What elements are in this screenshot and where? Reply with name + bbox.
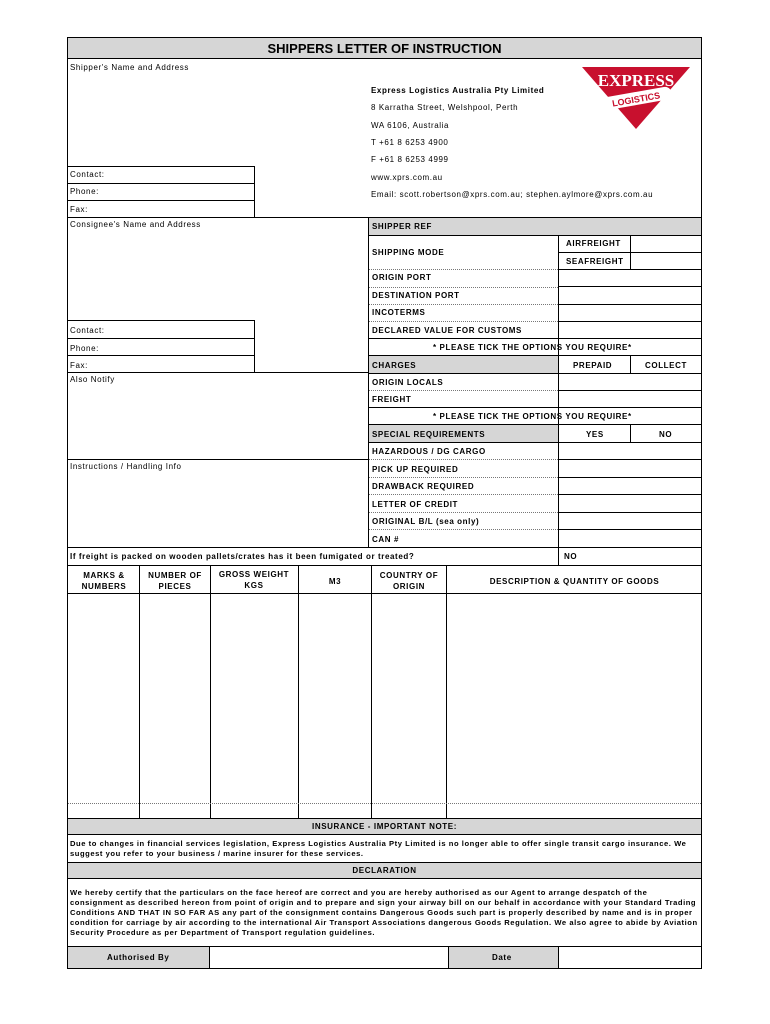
shipper-fax-label: Fax: — [70, 205, 88, 214]
shipper-contact-label: Contact: — [70, 170, 105, 179]
authorised-by-label: Authorised By — [107, 953, 170, 962]
shipping-mode-label: SHIPPING MODE — [372, 248, 445, 257]
collect-label: COLLECT — [645, 361, 687, 370]
seafreight-label: SEAFREIGHT — [566, 257, 624, 266]
goods-origin-field[interactable] — [372, 594, 445, 817]
charges-label: CHARGES — [372, 361, 417, 370]
declaration-title: DECLARATION — [352, 866, 417, 875]
seafreight-checkbox[interactable] — [631, 253, 701, 269]
company-fax: F +61 8 6253 4999 — [371, 155, 449, 164]
company-email: Email: scott.robertson@xprs.com.au; stephen.aylmore@xprs.com.au — [371, 190, 654, 199]
letter-of-credit-label: LETTER OF CREDIT — [372, 500, 459, 509]
consignee-fax-label: Fax: — [70, 361, 88, 370]
no-label: NO — [659, 430, 673, 439]
hazardous-label: HAZARDOUS / DG CARGO — [372, 447, 486, 456]
destination-port-label: DESTINATION PORT — [372, 291, 460, 300]
instructions-field[interactable] — [70, 473, 365, 545]
consignee-label: Consignee's Name and Address — [70, 220, 201, 229]
tick-note-charges: * PLEASE TICK THE OPTIONS YOU REQUIRE* — [433, 343, 632, 352]
drawback-label: DRAWBACK REQUIRED — [372, 482, 475, 491]
origin-locals-option[interactable] — [559, 374, 701, 390]
header-marks-numbers: MARKS & NUMBERS — [81, 571, 127, 591]
shipper-phone-field[interactable] — [130, 184, 253, 200]
pick-up-label: PICK UP REQUIRED — [372, 465, 459, 474]
prepaid-label: PREPAID — [573, 361, 613, 370]
company-name: Express Logistics Australia Pty Limited — [371, 86, 545, 95]
express-logistics-logo — [578, 63, 694, 131]
header-gross-weight: GROSS WEIGHT KGS — [218, 570, 290, 590]
goods-pieces-field[interactable] — [140, 594, 209, 817]
company-city: WA 6106, Australia — [371, 121, 450, 130]
fumigation-question: If freight is packed on wooden pallets/crates has it been fumigated or treated? — [70, 552, 415, 561]
also-notify-field[interactable] — [70, 386, 365, 458]
original-bl-label: ORIGINAL B/L (sea only) — [372, 517, 480, 526]
shipper-ref-label: SHIPPER REF — [372, 222, 432, 231]
original-bl-option[interactable] — [559, 513, 701, 529]
shipper-address-field[interactable] — [70, 74, 360, 164]
incoterms-label: INCOTERMS — [372, 308, 426, 317]
incoterms-field[interactable] — [559, 305, 701, 321]
header-description: DESCRIPTION & QUANTITY OF GOODS — [489, 577, 660, 586]
authorised-by-field[interactable] — [210, 947, 448, 968]
company-street: 8 Karratha Street, Welshpool, Perth — [371, 103, 519, 112]
shipper-label: Shipper's Name and Address — [70, 63, 189, 72]
shipper-contact-field[interactable] — [130, 167, 253, 183]
consignee-phone-field[interactable] — [130, 339, 253, 355]
date-label: Date — [492, 953, 512, 962]
insurance-text: Due to changes in financial services legislation, Express Logistics Australia Pty Limited is no longer able to offer single transit cargo insurance. We suggest you refer to your business / marine insurer for these services. — [70, 839, 687, 858]
can-label: CAN # — [372, 535, 400, 544]
letter-of-credit-option[interactable] — [559, 495, 701, 512]
fumigation-answer[interactable]: NO — [564, 552, 578, 561]
yes-label: YES — [586, 430, 604, 439]
origin-locals-label: ORIGIN LOCALS — [372, 378, 444, 387]
also-notify-label: Also Notify — [70, 375, 115, 384]
header-country-of-origin: COUNTRY OF ORIGIN — [379, 571, 439, 591]
airfreight-checkbox[interactable] — [631, 236, 701, 252]
consignee-fax-field[interactable] — [130, 356, 253, 372]
special-requirements-label: SPECIAL REQUIREMENTS — [372, 430, 486, 439]
goods-description-field[interactable] — [447, 594, 700, 817]
declared-value-field[interactable] — [559, 322, 701, 338]
freight-label: FREIGHT — [372, 395, 412, 404]
goods-marks-field[interactable] — [69, 594, 138, 817]
header-m3: M3 — [328, 577, 342, 586]
goods-weight-field[interactable] — [211, 594, 297, 817]
airfreight-label: AIRFREIGHT — [566, 239, 621, 248]
company-web: www.xprs.com.au — [371, 173, 443, 182]
drawback-option[interactable] — [559, 478, 701, 494]
destination-port-field[interactable] — [559, 288, 701, 304]
instructions-label: Instructions / Handling Info — [70, 462, 182, 471]
consignee-address-field[interactable] — [70, 231, 360, 319]
tick-note-special: * PLEASE TICK THE OPTIONS YOU REQUIRE* — [433, 412, 632, 421]
declared-value-label: DECLARED VALUE FOR CUSTOMS — [372, 326, 522, 335]
date-field[interactable] — [559, 947, 701, 968]
consignee-phone-label: Phone: — [70, 344, 99, 353]
header-number-of-pieces: NUMBER OF PIECES — [148, 571, 202, 591]
svg-text:LOGISTICS: LOGISTICS — [611, 90, 661, 109]
origin-port-label: ORIGIN PORT — [372, 273, 432, 282]
goods-m3-field[interactable] — [299, 594, 370, 817]
can-field[interactable] — [559, 530, 701, 547]
shipper-phone-label: Phone: — [70, 187, 99, 196]
page-title: SHIPPERS LETTER OF INSTRUCTION — [267, 41, 502, 56]
consignee-contact-label: Contact: — [70, 326, 105, 335]
pick-up-option[interactable] — [559, 460, 701, 477]
declaration-text: We hereby certify that the particulars on the face hereof are correct and you are hereby authorised as our Agent to arrange despatch of the consignment as described hereon from point of origin and to prepare and sign your airway bill on our behalf in accordance with your Standard Trading Conditions AND THAT IN SO FAR AS any part of the consignment contains Dangerous Goods such part is properly described by name and is in proper condition for carriage by air according to the international Air Transport Associations dangerous Goods Regulation. We also agree to abide by Aviation Security Procedure as per Department of Transport regulation guidelines. — [70, 888, 698, 937]
origin-port-field[interactable] — [559, 270, 701, 286]
company-phone: T +61 8 6253 4900 — [371, 138, 449, 147]
svg-text:EXPRESS: EXPRESS — [597, 71, 675, 90]
freight-option[interactable] — [559, 391, 701, 407]
insurance-title: INSURANCE - IMPORTANT NOTE: — [312, 822, 457, 831]
hazardous-option[interactable] — [559, 443, 701, 459]
consignee-contact-field[interactable] — [130, 321, 253, 338]
